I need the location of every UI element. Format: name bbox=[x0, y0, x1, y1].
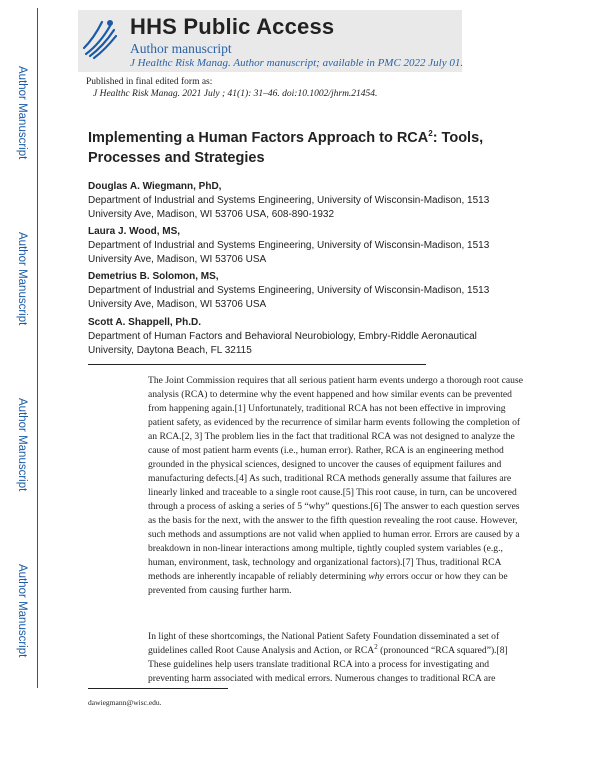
body-paragraph-1 bbox=[148, 374, 526, 598]
body-text: In light of these shortcomings, the National Patient Safety Foundation disseminated a set of guidelines called Root Cause Analysis and Action, or RCA bbox=[148, 631, 500, 656]
sidebar-label-3: Author Manuscript bbox=[16, 398, 28, 492]
author-affiliation: Department of Human Factors and Behavioral Neurobiology, Embry-Riddle Aeronautical University, Daytona Beach, FL 32115 bbox=[88, 331, 477, 356]
author-name: Douglas A. Wiegmann, PhD, bbox=[88, 181, 222, 192]
body-superscript: 2 bbox=[374, 643, 378, 651]
article-title bbox=[88, 124, 508, 168]
footnote-divider bbox=[88, 688, 228, 689]
author-affiliation: Department of Industrial and Systems Engineering, University of Wisconsin-Madison, 1513 University Ave, Madison, WI 53706 USA bbox=[88, 240, 490, 265]
availability-note: J Healthc Risk Manag. Author manuscript; available in PMC 2022 July 01. bbox=[130, 57, 464, 69]
body-emphasis: why bbox=[368, 571, 384, 582]
author-block bbox=[88, 316, 508, 358]
body-text: (pronounced “RCA squared”).[8] These guidelines help users translate traditional RCA into a process for investigating and preventing harm associated with medical errors. Numerous changes to traditional RCA are bbox=[148, 645, 508, 684]
author-name: Scott A. Shappell, Ph.D. bbox=[88, 317, 201, 328]
author-email-footnote: dawiegmann@wisc.edu. bbox=[88, 698, 162, 707]
body-paragraph-2 bbox=[148, 630, 526, 686]
sidebar-label-1: Author Manuscript bbox=[16, 66, 28, 160]
author-manuscript-label: Author manuscript bbox=[130, 41, 232, 56]
section-divider bbox=[88, 364, 426, 365]
article-title-part2: : Tools, Processes and Strategies bbox=[88, 130, 484, 166]
author-name: Demetrius B. Solomon, MS, bbox=[88, 271, 219, 282]
hhs-public-access-title: HHS Public Access bbox=[130, 14, 335, 39]
sidebar-label-2: Author Manuscript bbox=[16, 232, 28, 326]
author-affiliation: Department of Industrial and Systems Engineering, University of Wisconsin-Madison, 1513 University Ave, Madison, WI 53706 USA bbox=[88, 285, 490, 310]
author-block bbox=[88, 225, 508, 267]
article-title-part1: Implementing a Human Factors Approach to RCA bbox=[88, 130, 429, 146]
hhs-eagle-logo-icon bbox=[80, 14, 120, 62]
author-affiliation: Department of Industrial and Systems Engineering, University of Wisconsin-Madison, 1513 University Ave, Madison, WI 53706 USA, 608-890-1932 bbox=[88, 195, 490, 220]
body-text: The Joint Commission requires that all serious patient harm events undergo a thorough root cause analysis (RCA) to determine why the event happened and how similar events can be prevented from happening again.[1] Unfortunately, traditional RCA has not been effective in improving patient safety, as evidenced by the recurrence of similar harm events following the completion of an RCA.[2, 3] The problem lies in the fact that traditional RCA was not designed to analyze the cause of most patient harm events (i.e., human error). Rather, RCA is an engineering method grounded in the physical sciences, designed to uncover the causes of equipment failures and manufacturing defects.[4] As such, traditional RCA methods generally assume that failures are linearly linked and traceable to a single root cause.[5] This root cause, in turn, can be uncovered through a process of asking a series of 5 “why” questions.[6] The answer to each question serves as the basis for the next, with the answer to the fifth question revealing the root cause. However, such methods and assumptions are not valid when applied to human error. Errors are caused by a breakdown in non-linear interactions among multiple, tightly coupled system variables (e.g., human, environment, task, technology and organizational factors).[7] Thus, traditional RCA methods are inherently incapable of reliably determining bbox=[148, 375, 523, 582]
author-block bbox=[88, 180, 508, 222]
author-block bbox=[88, 270, 508, 312]
published-in-label: Published in final edited form as: bbox=[86, 77, 213, 87]
author-name: Laura J. Wood, MS, bbox=[88, 226, 181, 237]
citation: J Healthc Risk Manag. 2021 July ; 41(1): 31–46. doi:10.1002/jhrm.21454. bbox=[93, 89, 378, 99]
article-title-superscript: 2 bbox=[428, 129, 433, 138]
body-text: errors occur or how they can be prevented from causing further harm. bbox=[148, 571, 508, 596]
sidebar-divider bbox=[37, 8, 38, 688]
sidebar-label-4: Author Manuscript bbox=[16, 564, 28, 658]
